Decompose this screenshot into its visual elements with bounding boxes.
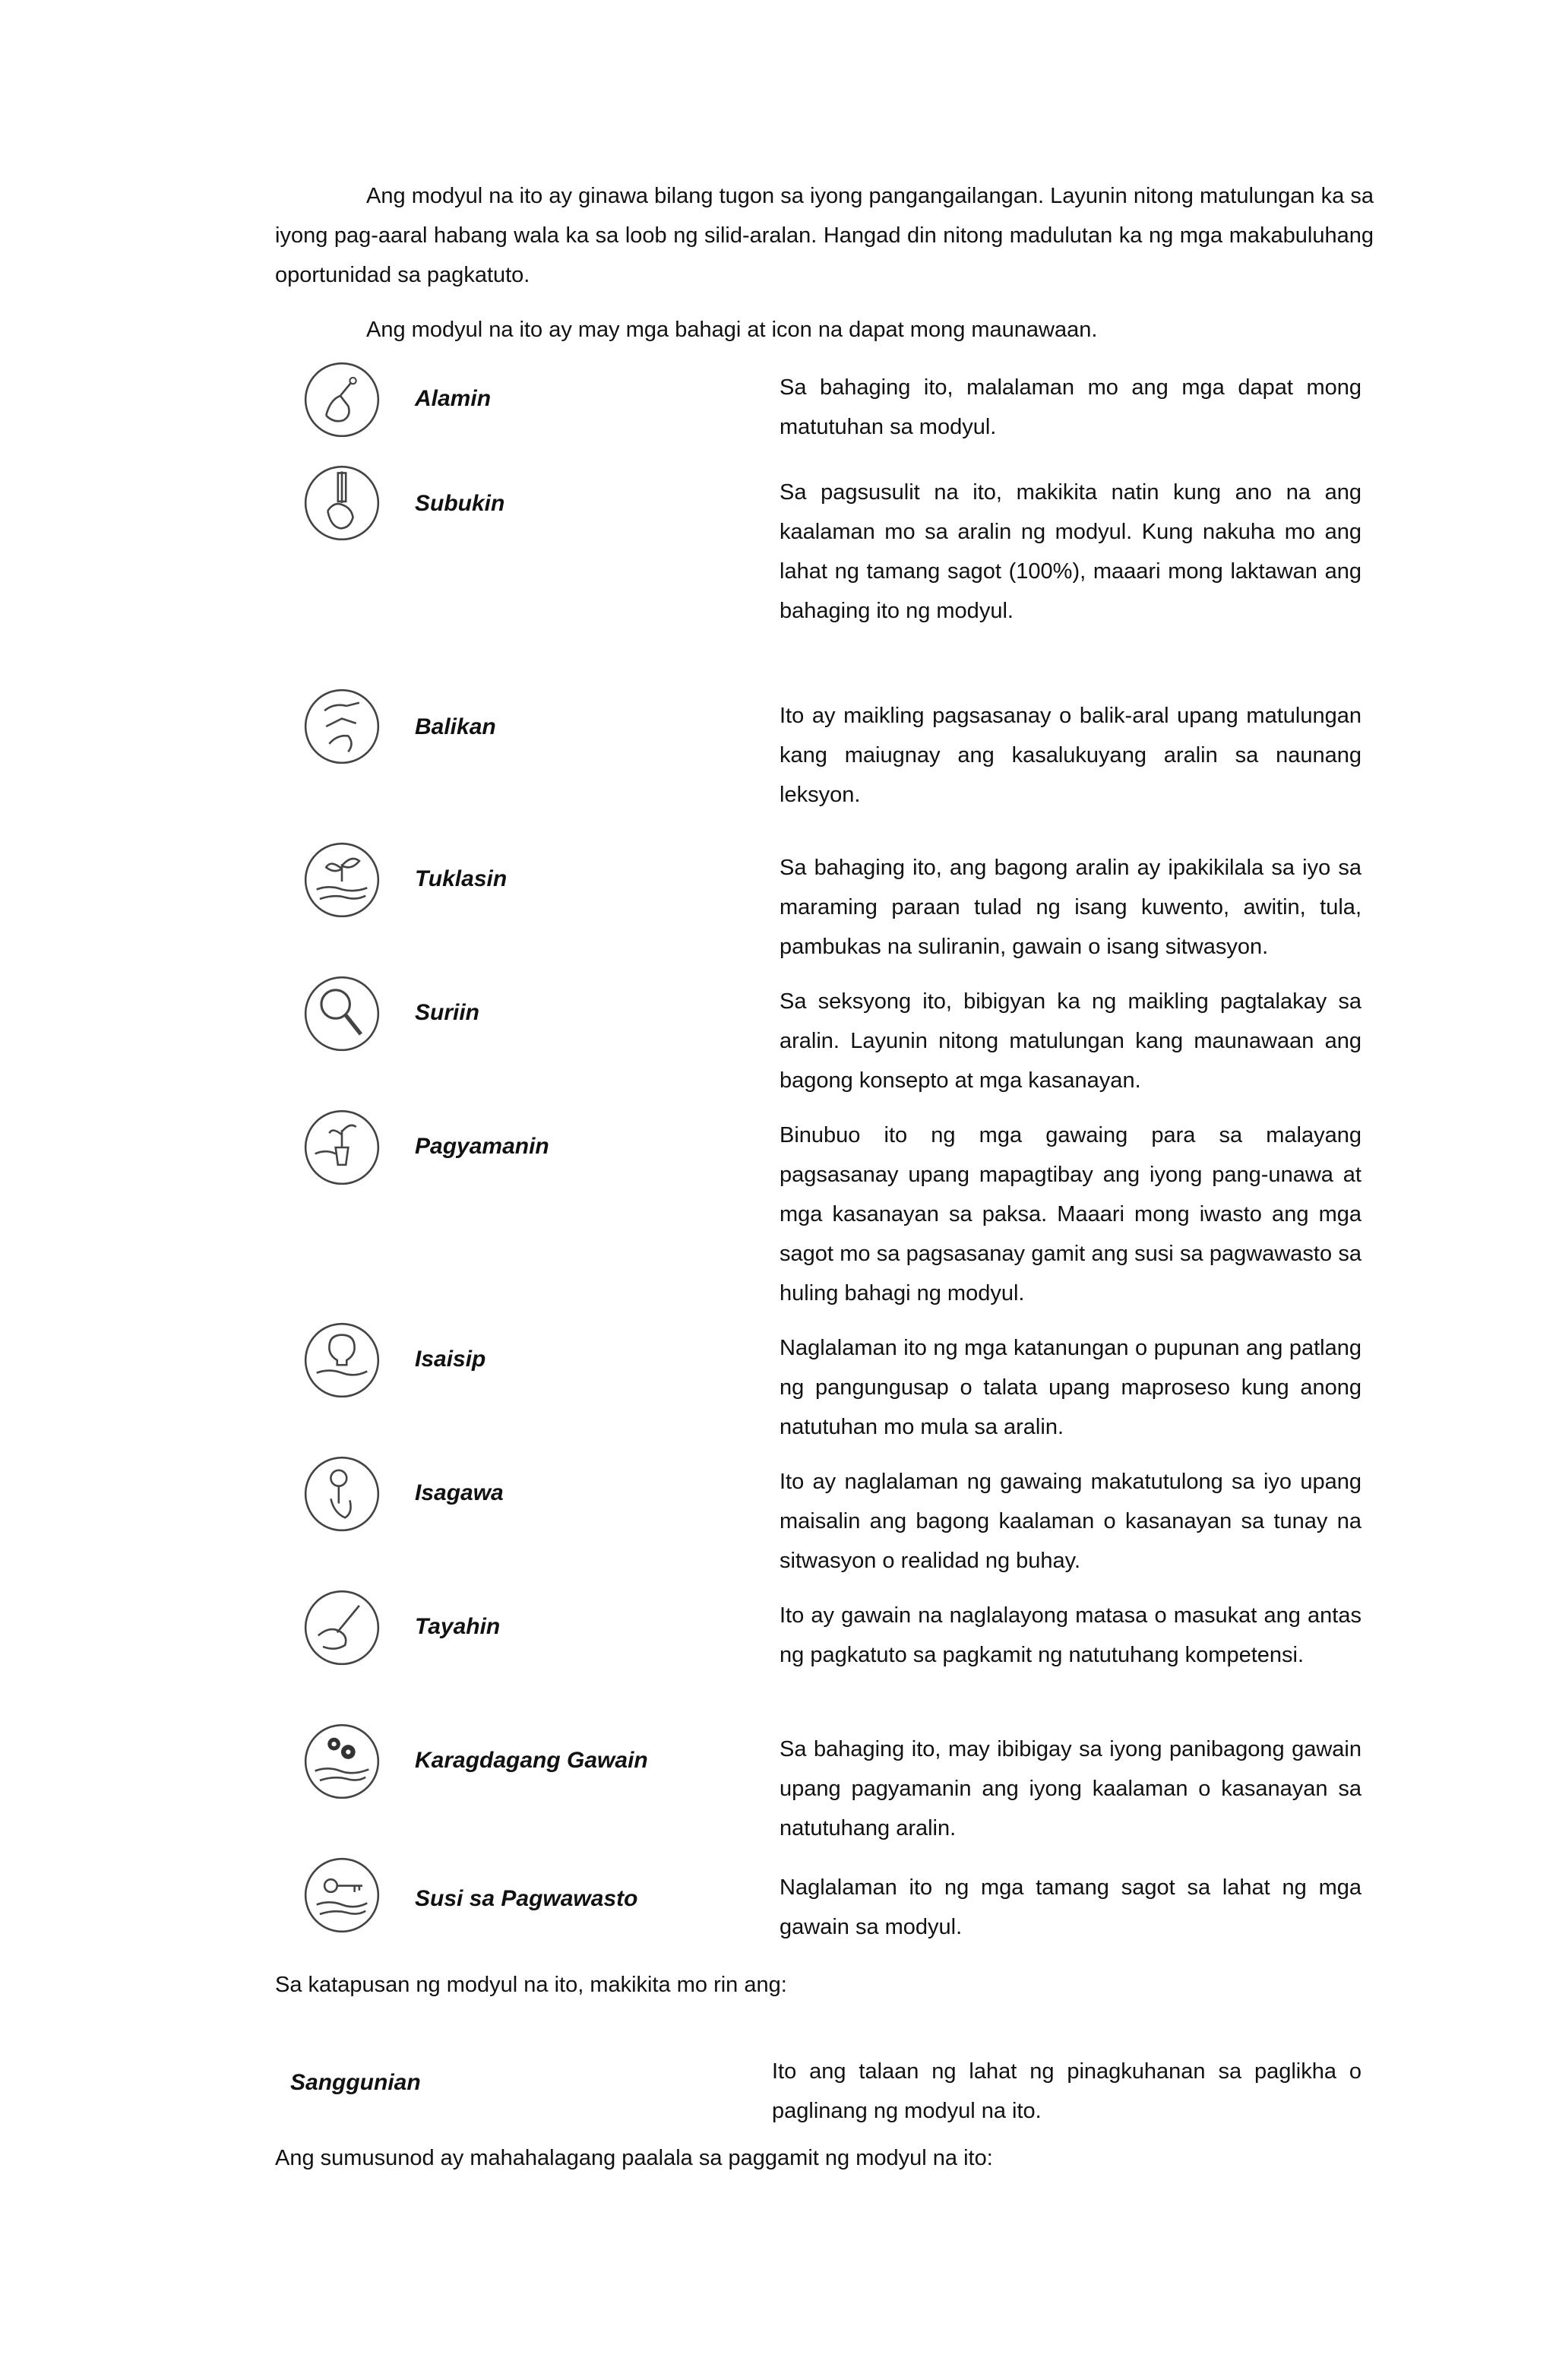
section-label: Susi sa Pagwawasto [415, 1886, 638, 1911]
hand-key-icon [302, 1856, 381, 1935]
hand-gears-icon [302, 1722, 381, 1801]
reference-label: Sanggunian [290, 2070, 421, 2095]
section-label: Karagdagang Gawain [415, 1748, 648, 1773]
section-description: Ito ay gawain na naglalayong matasa o masukat ang antas ng pagkatuto sa pagkamit ng natutuhang kompetensi. [780, 1603, 1362, 1667]
section-description: Sa seksyong ito, bibigyan ka ng maikling pagtalakay sa aralin. Layunin nitong matulungan kang maunawaan ang bagong konsepto at mga kasanayan. [780, 989, 1362, 1093]
section-description: Ito ay maikling pagsasanay o balik-aral upang matulungan kang maiugnay ang kasalukuyang aralin sa naunang leksyon. [780, 704, 1362, 807]
closing-paragraph: Ang sumusunod ay mahahalagang paalala sa paggamit ng modyul na ito: [275, 2146, 993, 2170]
hand-pointing-icon [302, 360, 381, 439]
section-label: Alamin [415, 386, 492, 411]
section-description: Naglalaman ito ng mga katanungan o pupunan ang patlang ng pangungusap o talata upang maproseso kung anong natutuhan mo mula sa aralin. [780, 1336, 1362, 1439]
section-label: Suriin [415, 1000, 480, 1025]
section-description: Ito ay naglalaman ng gawaing makatutulong sa iyo upang maisalin ang bagong kaalaman o kasanayan sa tunay na sitwasyon o realidad ng buhay. [780, 1470, 1362, 1573]
section-description: Naglalaman ito ng mga tamang sagot sa lahat ng mga gawain sa modyul. [780, 1875, 1362, 1939]
section-description: Sa bahaging ito, malalaman mo ang mga dapat mong matutuhan sa modyul. [780, 375, 1362, 439]
hand-sprout-icon [302, 840, 381, 919]
section-description: Sa bahaging ito, may ibibigay sa iyong panibagong gawain upang pagyamanin ang iyong kaalaman o kasanayan sa natutuhang aralin. [780, 1737, 1362, 1840]
section-description: Sa bahaging ito, ang bagong aralin ay ipakikilala sa iyo sa maraming paraan tulad ng isang kuwento, awitin, tula, pambukas na suliranin, gawain o isang sitwasyon. [780, 856, 1362, 959]
section-label: Tuklasin [415, 866, 508, 891]
hand-pencil-icon [302, 464, 381, 543]
section-label: Pagyamanin [415, 1134, 549, 1159]
section-label: Balikan [415, 714, 496, 739]
hand-lightbulb-icon [302, 1321, 381, 1400]
hand-gear-icon [302, 1454, 381, 1533]
hand-writing-icon [302, 1588, 381, 1667]
section-label: Tayahin [415, 1614, 501, 1639]
reference-description: Ito ang talaan ng lahat ng pinagkuhanan sa paglikha o paglinang ng modyul na ito. [772, 2059, 1362, 2123]
intro-paragraph-2: Ang modyul na ito ay may mga bahagi at icon na dapat mong maunawaan. [366, 318, 1098, 342]
magnifying-glass-icon [302, 974, 381, 1053]
section-label: Isagawa [415, 1480, 504, 1505]
section-description: Binubuo ito ng mga gawaing para sa malayang pagsasanay upang mapagtibay ang iyong pang-unawa at mga kasanayan sa paksa. Maaari mong iwasto ang mga sagot mo sa pagsasanay gamit ang susi sa pagwawasto sa huling bahagi ng modyul. [780, 1123, 1362, 1306]
hand-plant-pot-icon [302, 1108, 381, 1187]
section-label: Subukin [415, 491, 505, 516]
hand-waving-icon [302, 687, 381, 766]
section-description: Sa pagsusulit na ito, makikita natin kung ano na ang kaalaman mo sa aralin ng modyul. Kung nakuha mo ang lahat ng tamang sagot (100%), maaari mong laktawan ang bahaging ito ng modyul. [780, 480, 1362, 623]
end-intro-paragraph: Sa katapusan ng modyul na ito, makikita mo rin ang: [275, 1973, 787, 1997]
intro-paragraph-1: Ang modyul na ito ay ginawa bilang tugon sa iyong pangangailangan. Layunin nitong matulungan ka sa iyong pag-aaral habang wala ka sa loob ng silid-aralan. Hangad din nitong madulutan ka ng mga makabuluhang oportunidad sa pagkatuto. [275, 184, 1374, 287]
section-label: Isaisip [415, 1347, 486, 1372]
